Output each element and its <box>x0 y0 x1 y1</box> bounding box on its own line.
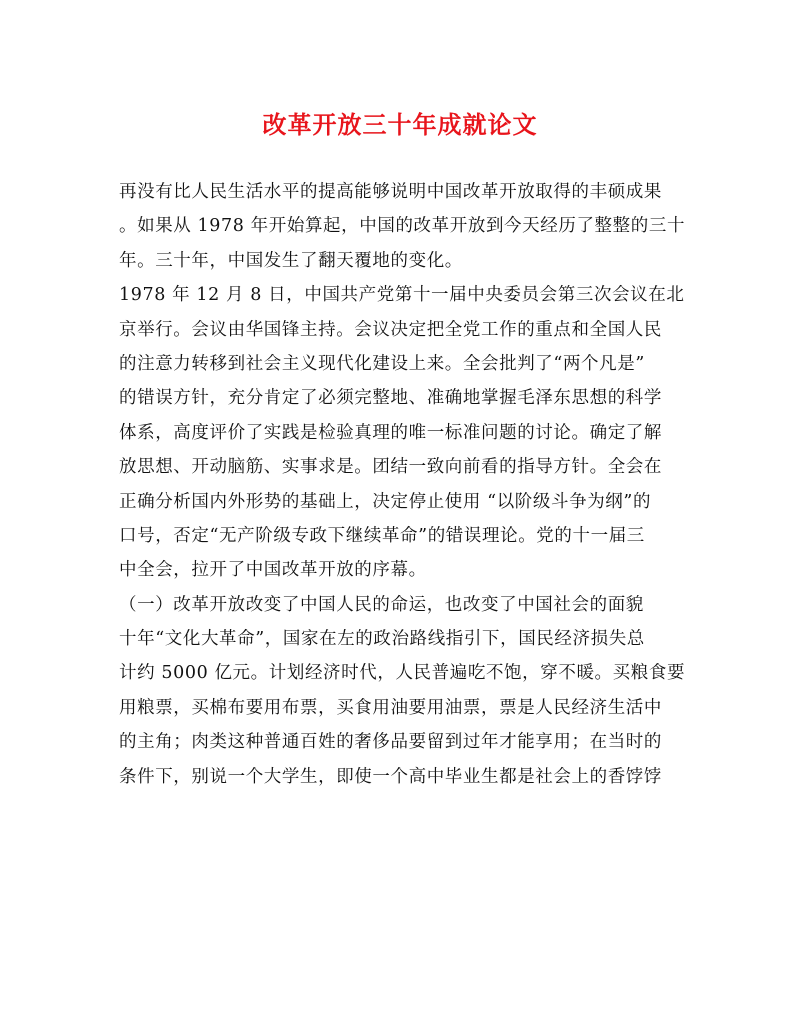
paragraph-line: 用粮票，买棉布要用布票，买食用油要用油票，票是人民经济生活中 <box>119 697 662 718</box>
paragraph-line: 条件下，别说一个大学生，即使一个高中毕业生都是社会上的香饽饽 <box>119 766 662 787</box>
paragraph-line: 十年“文化大革命”，国家在左的政治路线指引下，国民经济损失总 <box>119 629 645 650</box>
paragraph-line: 正确分析国内外形势的基础上，决定停止使用 “以阶级斗争为纲”的 <box>119 491 652 512</box>
paragraph-line: 京举行。会议由华国锋主持。会议决定把全党工作的重点和全国人民 <box>119 319 662 340</box>
paragraph-line: 放思想、开动脑筋、实事求是。团结一致向前看的指导方针。全会在 <box>119 457 662 478</box>
paragraph-line: 再没有比人民生活水平的提高能够说明中国改革开放取得的丰硕成果 <box>119 182 662 202</box>
document-body <box>119 175 686 794</box>
paragraph-line: 的注意力转移到社会主义现代化建设上来。全会批判了“两个凡是” <box>119 353 645 374</box>
paragraph-line: 计约 5000 亿元。计划经济时代，人民普遍吃不饱，穿不暖。买粮食要 <box>119 663 686 684</box>
paragraph-line: 年。三十年，中国发生了翻天覆地的变化。 <box>119 250 463 271</box>
document-title: 改革开放三十年成就论文 <box>262 110 538 139</box>
paragraph-line: 的主角；肉类这种普通百姓的奢侈品要留到过年才能享用；在当时的 <box>119 732 662 753</box>
paragraph-line: 的错误方针，充分肯定了必须完整地、准确地掌握毛泽东思想的科学 <box>119 388 662 409</box>
paragraph-line: 体系，高度评价了实践是检验真理的唯一标准问题的讨论。确定了解 <box>119 422 662 443</box>
paragraph-line: 。如果从 1978 年开始算起，中国的改革开放到今天经历了整整的三十 <box>119 216 686 237</box>
section-heading: （一）改革开放改变了中国人民的命运，也改变了中国社会的面貌 <box>119 594 644 615</box>
paragraph-line: 1978 年 12 月 8 日，中国共产党第十一届中央委员会第三次会议在北 <box>119 285 685 306</box>
paragraph-line: 口号，否定“无产阶级专政下继续革命”的错误理论。党的十一届三 <box>119 525 645 546</box>
paragraph-line: 中全会，拉开了中国改革开放的序幕。 <box>119 560 427 581</box>
